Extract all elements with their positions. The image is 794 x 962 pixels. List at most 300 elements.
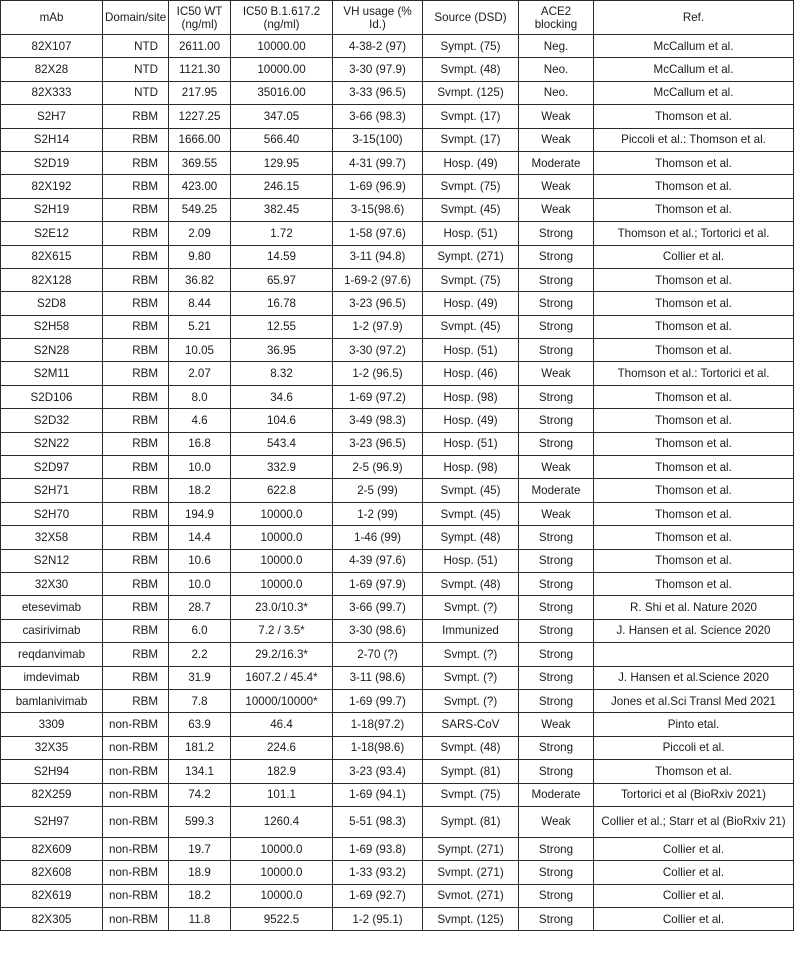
cell-vh-usage: 1-69-2 (97.6) — [333, 268, 423, 291]
cell-ic50-wt: 2.09 — [169, 222, 231, 245]
cell-domain: RBM — [103, 432, 169, 455]
cell-ace2-blocking: Strong — [519, 268, 594, 291]
cell-ic50-delta: 34.6 — [231, 385, 333, 408]
cell-ic50-delta: 10000.0 — [231, 526, 333, 549]
cell-vh-usage: 3-30 (98.6) — [333, 619, 423, 642]
cell-ace2-blocking: Weak — [519, 105, 594, 128]
cell-vh-usage: 3-30 (97.9) — [333, 58, 423, 81]
table-row — [1, 596, 794, 619]
cell-mab: 32X58 — [1, 526, 103, 549]
cell-ic50-wt: 6.0 — [169, 619, 231, 642]
cell-mab: S2M11 — [1, 362, 103, 385]
cell-ic50-delta: 1607.2 / 45.4* — [231, 666, 333, 689]
cell-ace2-blocking: Strong — [519, 245, 594, 268]
cell-ref: Thomson et al. — [594, 268, 794, 291]
table-row — [1, 689, 794, 712]
cell-ace2-blocking: Strong — [519, 908, 594, 931]
table-row — [1, 58, 794, 81]
cell-ic50-delta: 101.1 — [231, 783, 333, 806]
cell-domain: non-RBM — [103, 783, 169, 806]
cell-ic50-wt: 31.9 — [169, 666, 231, 689]
cell-ic50-delta: 566.40 — [231, 128, 333, 151]
cell-ref: Collier et al. — [594, 884, 794, 907]
cell-ace2-blocking: Strong — [519, 432, 594, 455]
cell-ace2-blocking: Neo. — [519, 58, 594, 81]
cell-source: Sympt. (81) — [423, 806, 519, 837]
cell-ref: J. Hansen et al.Science 2020 — [594, 666, 794, 689]
cell-source: Svmpt. (75) — [423, 175, 519, 198]
cell-domain: RBM — [103, 105, 169, 128]
cell-domain: NTD — [103, 81, 169, 104]
cell-ic50-delta: 10000.0 — [231, 861, 333, 884]
cell-source: Svmpt. (75) — [423, 783, 519, 806]
cell-ref: Thomson et al. — [594, 198, 794, 221]
cell-ic50-delta: 224.6 — [231, 736, 333, 759]
cell-ic50-wt: 2611.00 — [169, 35, 231, 58]
cell-mab: 82X609 — [1, 837, 103, 860]
cell-ace2-blocking: Weak — [519, 362, 594, 385]
cell-vh-usage: 3-23 (93.4) — [333, 760, 423, 783]
cell-source: Svmpt. (45) — [423, 479, 519, 502]
cell-vh-usage: 3-15(100) — [333, 128, 423, 151]
cell-domain: RBM — [103, 596, 169, 619]
cell-mab: S2H97 — [1, 806, 103, 837]
cell-ref: Collier et al. — [594, 245, 794, 268]
cell-ref: Jones et al.Sci Transl Med 2021 — [594, 689, 794, 712]
cell-source: Hosp. (51) — [423, 549, 519, 572]
cell-domain: RBM — [103, 198, 169, 221]
cell-domain: RBM — [103, 175, 169, 198]
header-domain: Domain/site — [103, 1, 169, 35]
cell-vh-usage: 1-58 (97.6) — [333, 222, 423, 245]
cell-ic50-wt: 19.7 — [169, 837, 231, 860]
cell-vh-usage: 3-66 (98.3) — [333, 105, 423, 128]
cell-domain: RBM — [103, 666, 169, 689]
cell-domain: RBM — [103, 268, 169, 291]
cell-vh-usage: 3-23 (96.5) — [333, 292, 423, 315]
cell-ref: Thomson et al. — [594, 502, 794, 525]
cell-ref: Pinto etal. — [594, 713, 794, 736]
cell-ic50-wt: 2.2 — [169, 643, 231, 666]
table-row — [1, 502, 794, 525]
cell-ace2-blocking: Strong — [519, 884, 594, 907]
cell-ic50-delta: 10000.0 — [231, 884, 333, 907]
cell-mab: 32X30 — [1, 572, 103, 595]
cell-ref: Thomson et al. — [594, 526, 794, 549]
table-row — [1, 837, 794, 860]
cell-ic50-wt: 10.0 — [169, 572, 231, 595]
table-row — [1, 760, 794, 783]
table-row — [1, 315, 794, 338]
table-row — [1, 105, 794, 128]
cell-mab: casirivimab — [1, 619, 103, 642]
table-row — [1, 456, 794, 479]
cell-ace2-blocking: Weak — [519, 806, 594, 837]
cell-ace2-blocking: Weak — [519, 198, 594, 221]
cell-domain: RBM — [103, 456, 169, 479]
cell-source: Svmpt. (48) — [423, 572, 519, 595]
cell-vh-usage: 1-2 (97.9) — [333, 315, 423, 338]
cell-ace2-blocking: Strong — [519, 736, 594, 759]
table-row — [1, 245, 794, 268]
cell-ic50-wt: 10.05 — [169, 339, 231, 362]
cell-domain: non-RBM — [103, 861, 169, 884]
cell-mab: 82X28 — [1, 58, 103, 81]
cell-ace2-blocking: Strong — [519, 861, 594, 884]
cell-ic50-delta: 10000.0 — [231, 502, 333, 525]
cell-ic50-wt: 1227.25 — [169, 105, 231, 128]
cell-mab: 82X619 — [1, 884, 103, 907]
cell-vh-usage: 1-69 (97.2) — [333, 385, 423, 408]
cell-vh-usage: 3-11 (98.6) — [333, 666, 423, 689]
cell-domain: non-RBM — [103, 908, 169, 931]
cell-mab: 82X615 — [1, 245, 103, 268]
cell-domain: RBM — [103, 572, 169, 595]
cell-ref: Thomson et al. — [594, 432, 794, 455]
table-row — [1, 884, 794, 907]
cell-source: Svmpt. (45) — [423, 198, 519, 221]
cell-ic50-delta: 29.2/16.3* — [231, 643, 333, 666]
cell-source: Hosp. (49) — [423, 151, 519, 174]
cell-ic50-wt: 1121.30 — [169, 58, 231, 81]
cell-source: Svmpt. (?) — [423, 643, 519, 666]
table-row — [1, 526, 794, 549]
cell-domain: RBM — [103, 128, 169, 151]
cell-mab: S2H19 — [1, 198, 103, 221]
cell-mab: S2H58 — [1, 315, 103, 338]
header-ic50-delta: IC50 B.1.617.2 (ng/ml) — [231, 1, 333, 35]
cell-ic50-delta: 246.15 — [231, 175, 333, 198]
cell-ace2-blocking: Strong — [519, 385, 594, 408]
cell-mab: 32X35 — [1, 736, 103, 759]
cell-ic50-wt: 134.1 — [169, 760, 231, 783]
cell-domain: RBM — [103, 151, 169, 174]
cell-ic50-wt: 18.2 — [169, 884, 231, 907]
cell-domain: RBM — [103, 619, 169, 642]
cell-ace2-blocking: Strong — [519, 339, 594, 362]
cell-domain: non-RBM — [103, 736, 169, 759]
cell-ic50-delta: 35016.00 — [231, 81, 333, 104]
cell-ic50-wt: 181.2 — [169, 736, 231, 759]
cell-ace2-blocking: Strong — [519, 643, 594, 666]
cell-vh-usage: 3-23 (96.5) — [333, 432, 423, 455]
cell-domain: RBM — [103, 526, 169, 549]
cell-domain: non-RBM — [103, 837, 169, 860]
cell-ic50-wt: 9.80 — [169, 245, 231, 268]
cell-ic50-delta: 16.78 — [231, 292, 333, 315]
cell-vh-usage: 3-33 (96.5) — [333, 81, 423, 104]
cell-domain: non-RBM — [103, 884, 169, 907]
cell-ace2-blocking: Strong — [519, 837, 594, 860]
cell-ref: J. Hansen et al. Science 2020 — [594, 619, 794, 642]
cell-ace2-blocking: Weak — [519, 175, 594, 198]
cell-domain: RBM — [103, 479, 169, 502]
cell-ref: Thomson et al. — [594, 760, 794, 783]
cell-mab: S2E12 — [1, 222, 103, 245]
cell-vh-usage: 3-15(98.6) — [333, 198, 423, 221]
table-row — [1, 35, 794, 58]
cell-ace2-blocking: Strong — [519, 549, 594, 572]
cell-vh-usage: 2-70 (?) — [333, 643, 423, 666]
cell-ace2-blocking: Weak — [519, 456, 594, 479]
cell-domain: NTD — [103, 35, 169, 58]
cell-ic50-delta: 14.59 — [231, 245, 333, 268]
cell-vh-usage: 1-69 (94.1) — [333, 783, 423, 806]
cell-ref: Thomson et al. — [594, 339, 794, 362]
cell-ref: Thomson et al. — [594, 292, 794, 315]
cell-vh-usage: 3-49 (98.3) — [333, 409, 423, 432]
cell-ic50-delta: 1260.4 — [231, 806, 333, 837]
cell-domain: RBM — [103, 643, 169, 666]
cell-vh-usage: 1-18(97.2) — [333, 713, 423, 736]
cell-mab: 82X259 — [1, 783, 103, 806]
cell-ic50-wt: 217.95 — [169, 81, 231, 104]
cell-ic50-wt: 4.6 — [169, 409, 231, 432]
header-ace2: ACE2 blocking — [519, 1, 594, 35]
cell-mab: 3309 — [1, 713, 103, 736]
cell-source: Svmpt. (45) — [423, 502, 519, 525]
cell-ace2-blocking: Strong — [519, 596, 594, 619]
cell-vh-usage: 1-2 (95.1) — [333, 908, 423, 931]
cell-ace2-blocking: Strong — [519, 222, 594, 245]
cell-mab: S2H94 — [1, 760, 103, 783]
cell-domain: RBM — [103, 292, 169, 315]
table-row — [1, 151, 794, 174]
header-mab: mAb — [1, 1, 103, 35]
cell-mab: 82X192 — [1, 175, 103, 198]
cell-source: Sympt. (271) — [423, 245, 519, 268]
cell-ref: Thomson et al. — [594, 549, 794, 572]
table-row — [1, 549, 794, 572]
cell-ic50-delta: 1.72 — [231, 222, 333, 245]
cell-ref: McCallum et al. — [594, 35, 794, 58]
table-row — [1, 432, 794, 455]
cell-ref: R. Shi et al. Nature 2020 — [594, 596, 794, 619]
table-row — [1, 385, 794, 408]
cell-ic50-wt: 10.6 — [169, 549, 231, 572]
cell-ic50-delta: 129.95 — [231, 151, 333, 174]
cell-ic50-delta: 10000.0 — [231, 549, 333, 572]
table-row — [1, 783, 794, 806]
cell-ic50-delta: 65.97 — [231, 268, 333, 291]
cell-mab: S2N12 — [1, 549, 103, 572]
cell-mab: bamlanivimab — [1, 689, 103, 712]
cell-domain: RBM — [103, 689, 169, 712]
cell-ic50-wt: 599.3 — [169, 806, 231, 837]
cell-vh-usage: 1-18(98.6) — [333, 736, 423, 759]
cell-ic50-wt: 16.8 — [169, 432, 231, 455]
cell-vh-usage: 5-51 (98.3) — [333, 806, 423, 837]
cell-mab: imdevimab — [1, 666, 103, 689]
cell-vh-usage: 1-33 (93.2) — [333, 861, 423, 884]
cell-source: Sympt. (271) — [423, 837, 519, 860]
cell-mab: 82X608 — [1, 861, 103, 884]
cell-ref: Thomson et al. — [594, 385, 794, 408]
cell-ic50-wt: 10.0 — [169, 456, 231, 479]
cell-source: SARS-CoV — [423, 713, 519, 736]
cell-ref: Collier et al. — [594, 837, 794, 860]
cell-ic50-wt: 18.9 — [169, 861, 231, 884]
cell-ref: Thomson et al.; Tortorici et al. — [594, 222, 794, 245]
cell-mab: 82X333 — [1, 81, 103, 104]
cell-source: Svmpt. (125) — [423, 908, 519, 931]
cell-source: Svmpt. (?) — [423, 689, 519, 712]
cell-domain: RBM — [103, 362, 169, 385]
cell-ic50-wt: 74.2 — [169, 783, 231, 806]
cell-source: Hosp. (49) — [423, 409, 519, 432]
cell-ace2-blocking: Moderate — [519, 479, 594, 502]
cell-ic50-delta: 104.6 — [231, 409, 333, 432]
cell-source: Svmpt. (45) — [423, 315, 519, 338]
cell-ace2-blocking: Moderate — [519, 783, 594, 806]
table-row — [1, 713, 794, 736]
cell-ace2-blocking: Neo. — [519, 81, 594, 104]
cell-mab: S2H7 — [1, 105, 103, 128]
cell-domain: NTD — [103, 58, 169, 81]
cell-source: Svmpt. (48) — [423, 58, 519, 81]
cell-ref: Collier et al. — [594, 861, 794, 884]
table-row — [1, 479, 794, 502]
cell-ref: Piccoli et al. — [594, 736, 794, 759]
cell-source: Svmpt. (125) — [423, 81, 519, 104]
cell-ic50-wt: 18.2 — [169, 479, 231, 502]
table-row — [1, 666, 794, 689]
cell-ic50-wt: 423.00 — [169, 175, 231, 198]
cell-vh-usage: 4-38-2 (97) — [333, 35, 423, 58]
cell-ace2-blocking: Strong — [519, 572, 594, 595]
cell-ace2-blocking: Neg. — [519, 35, 594, 58]
table-row — [1, 806, 794, 837]
cell-domain: RBM — [103, 549, 169, 572]
table-row — [1, 292, 794, 315]
cell-mab: 82X107 — [1, 35, 103, 58]
cell-mab: S2H71 — [1, 479, 103, 502]
cell-ref: McCallum et al. — [594, 81, 794, 104]
table-row — [1, 198, 794, 221]
cell-ic50-delta: 10000.0 — [231, 572, 333, 595]
cell-ace2-blocking: Strong — [519, 292, 594, 315]
cell-ic50-wt: 14.4 — [169, 526, 231, 549]
cell-mab: reqdanvimab — [1, 643, 103, 666]
header-row — [1, 1, 794, 35]
cell-source: Svmpt. (17) — [423, 105, 519, 128]
cell-vh-usage: 2-5 (96.9) — [333, 456, 423, 479]
cell-ref: Collier et al.; Starr et al (BioRxiv 21) — [594, 806, 794, 837]
cell-vh-usage: 3-66 (99.7) — [333, 596, 423, 619]
cell-ic50-delta: 46.4 — [231, 713, 333, 736]
cell-mab: S2H14 — [1, 128, 103, 151]
cell-domain: RBM — [103, 409, 169, 432]
cell-ref — [594, 643, 794, 666]
cell-domain: non-RBM — [103, 760, 169, 783]
cell-mab: S2H70 — [1, 502, 103, 525]
table-row — [1, 409, 794, 432]
cell-ic50-wt: 36.82 — [169, 268, 231, 291]
cell-ic50-delta: 12.55 — [231, 315, 333, 338]
cell-ic50-wt: 7.8 — [169, 689, 231, 712]
cell-domain: RBM — [103, 339, 169, 362]
cell-domain: RBM — [103, 245, 169, 268]
table-row — [1, 362, 794, 385]
cell-ref: McCallum et al. — [594, 58, 794, 81]
cell-source: Sympt. (48) — [423, 526, 519, 549]
cell-ic50-wt: 194.9 — [169, 502, 231, 525]
cell-ref: Thomson et al. — [594, 409, 794, 432]
cell-ace2-blocking: Strong — [519, 666, 594, 689]
cell-source: Svmpt. (17) — [423, 128, 519, 151]
cell-mab: 82X305 — [1, 908, 103, 931]
table-row — [1, 128, 794, 151]
cell-ic50-delta: 347.05 — [231, 105, 333, 128]
cell-mab: S2N28 — [1, 339, 103, 362]
cell-ic50-wt: 1666.00 — [169, 128, 231, 151]
cell-ref: Collier et al. — [594, 908, 794, 931]
table-row — [1, 861, 794, 884]
cell-mab: etesevimab — [1, 596, 103, 619]
cell-vh-usage: 3-30 (97.2) — [333, 339, 423, 362]
cell-ic50-wt: 369.55 — [169, 151, 231, 174]
cell-ace2-blocking: Strong — [519, 689, 594, 712]
cell-source: Sympt. (75) — [423, 35, 519, 58]
cell-source: Svmpt. (271) — [423, 861, 519, 884]
cell-ic50-wt: 8.44 — [169, 292, 231, 315]
table-row — [1, 643, 794, 666]
cell-domain: non-RBM — [103, 806, 169, 837]
cell-ref: Thomson et al. — [594, 175, 794, 198]
cell-source: Immunized — [423, 619, 519, 642]
cell-ic50-delta: 23.0/10.3* — [231, 596, 333, 619]
cell-mab: S2D97 — [1, 456, 103, 479]
table-row — [1, 175, 794, 198]
cell-domain: RBM — [103, 385, 169, 408]
cell-ic50-delta: 543.4 — [231, 432, 333, 455]
cell-ace2-blocking: Weak — [519, 128, 594, 151]
cell-vh-usage: 3-11 (94.8) — [333, 245, 423, 268]
table-row — [1, 81, 794, 104]
cell-source: Svmpt. (?) — [423, 596, 519, 619]
cell-ic50-delta: 10000.00 — [231, 35, 333, 58]
cell-ic50-wt: 28.7 — [169, 596, 231, 619]
header-ref: Ref. — [594, 1, 794, 35]
cell-ic50-delta: 36.95 — [231, 339, 333, 362]
table-row — [1, 619, 794, 642]
cell-source: Hosp. (98) — [423, 456, 519, 479]
cell-vh-usage: 4-31 (99.7) — [333, 151, 423, 174]
cell-vh-usage: 1-69 (93.8) — [333, 837, 423, 860]
cell-ref: Thomson et al.: Tortorici et al. — [594, 362, 794, 385]
cell-vh-usage: 1-69 (96.9) — [333, 175, 423, 198]
cell-mab: S2D32 — [1, 409, 103, 432]
cell-vh-usage: 2-5 (99) — [333, 479, 423, 502]
cell-vh-usage: 1-2 (99) — [333, 502, 423, 525]
cell-source: Svmpt. (48) — [423, 736, 519, 759]
cell-ref: Tortorici et al (BioRxiv 2021) — [594, 783, 794, 806]
table-row — [1, 268, 794, 291]
cell-ace2-blocking: Strong — [519, 409, 594, 432]
table-row — [1, 572, 794, 595]
table-row — [1, 908, 794, 931]
cell-ref: Thomson et al. — [594, 105, 794, 128]
cell-ace2-blocking: Strong — [519, 760, 594, 783]
cell-ref: Piccoli et al.: Thomson et al. — [594, 128, 794, 151]
cell-ic50-delta: 10000.00 — [231, 58, 333, 81]
cell-ref: Thomson et al. — [594, 315, 794, 338]
cell-ic50-delta: 622.8 — [231, 479, 333, 502]
cell-ic50-wt: 8.0 — [169, 385, 231, 408]
cell-vh-usage: 1-69 (92.7) — [333, 884, 423, 907]
cell-ace2-blocking: Weak — [519, 502, 594, 525]
cell-ace2-blocking: Moderate — [519, 151, 594, 174]
